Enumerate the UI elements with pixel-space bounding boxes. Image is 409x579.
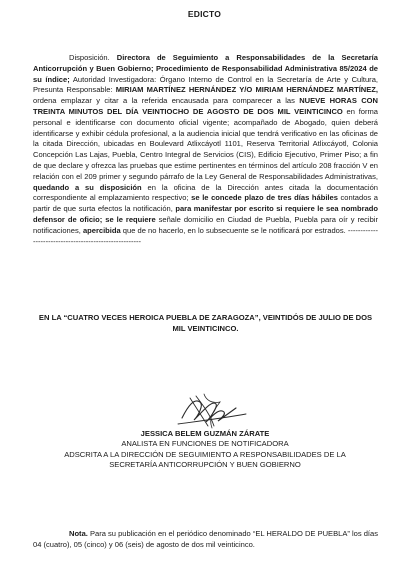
body-bold-segment: MIRIAM MARTÍNEZ HERNÁNDEZ Y/O MIRIAM HERNÁNDEZ MARTÍNEZ, bbox=[115, 85, 378, 95]
edict-body bbox=[33, 53, 378, 247]
signer-block bbox=[30, 429, 380, 471]
body-text-segment: Disposición. bbox=[69, 53, 117, 62]
body-text-segment: en la oficina de la Dirección antes citada la documentación correspondiente al emplazamiento respectivo; bbox=[33, 182, 378, 203]
note-text: Para su publicación en el periódico denominado “EL HERALDO DE PUEBLA” los días 04 (cuatro), 05 (cinco) y 06 (seis) de agosto de dos mil veinticinco. bbox=[33, 529, 378, 549]
body-text-segment: ordena emplazar y citar a la referida encausada para comparecer a las bbox=[33, 96, 300, 106]
signer-office-line-2: SECRETARÍA ANTICORRUPCIÓN Y BUEN GOBIERNO bbox=[109, 460, 301, 470]
body-text-segment: en forma personal e identificarse con documento oficial vigente; acompañado de Abogado, quien deberá identificarse y exhibir cédula profesional, a la audiencia inicial que tendrá verificativo en las oficinas de la citada Dirección, ubicadas en Boulevard Atlixcáyotl 1101, Reserva Territorial Atlixcáyotl, Colonia Concepción Las Lajas, Puebla, Centro Integral de Servicios (CIS), Edificio Ejecutivo, Primer Piso; a fin de que declare y ofrezca las pruebas que estime pertinentes en términos del artículo 208 fracción V en relación con el 209 primer y segundo párrafo de la Ley General de Responsabilidades Administrativas, bbox=[33, 106, 378, 181]
body-text-segment: que de no hacerlo, en lo subsecuente se le notificará por estrados. ------------------------------------------------------- bbox=[33, 225, 378, 246]
body-bold-segment: NUEVE HORAS CON TREINTA MINUTOS DEL DÍA VEINTIOCHO DE AGOSTO DE DOS MIL VEINTICINCO bbox=[33, 96, 378, 116]
handwritten-signature bbox=[160, 388, 260, 432]
signer-office-line-1: ADSCRITA A LA DIRECCIÓN DE SEGUIMIENTO A RESPONSABILIDADES DE LA bbox=[64, 449, 346, 459]
body-bold-segment: apercibida bbox=[82, 225, 121, 235]
body-bold-segment: quedando a su disposición bbox=[33, 182, 142, 192]
body-text-segment: señale domicilio en Ciudad de Puebla, Puebla para oír y recibir notificaciones, bbox=[33, 214, 378, 235]
body-bold-segment: se le requiere bbox=[105, 214, 156, 224]
place-and-date: EN LA “CUATRO VECES HEROICA PUEBLA DE ZARAGOZA”, VEINTIDÓS DE JULIO DE DOS MIL VEINTICINCO. bbox=[38, 313, 373, 333]
document-title: EDICTO bbox=[187, 9, 222, 19]
note-label: Nota. bbox=[69, 529, 88, 538]
publication-note bbox=[33, 529, 378, 551]
body-bold-segment: para manifestar por escrito si requiere le sea nombrado defensor de oficio; bbox=[33, 204, 378, 224]
signer-role: ANALISTA EN FUNCIONES DE NOTIFICADORA bbox=[121, 439, 289, 449]
body-text-segment: Autoridad Investigadora: Órgano Interno de Control en la Secretaría de Arte y Cultura, Presunta Responsable: bbox=[33, 74, 378, 95]
body-bold-segment: se le concede plazo de tres días hábiles bbox=[191, 193, 338, 203]
body-bold-segment: Directora de Seguimiento a Responsabilidades de la Secretaría Anticorrupción y Buen Gobierno; Procedimiento de Responsabilidad Administrativa 85/2024 de su índice; bbox=[33, 53, 378, 84]
signer-name: JESSICA BELEM GUZMÁN ZÁRATE bbox=[140, 429, 270, 438]
body-text-segment: contados a partir de que surta efectos la notificación, bbox=[33, 193, 378, 214]
